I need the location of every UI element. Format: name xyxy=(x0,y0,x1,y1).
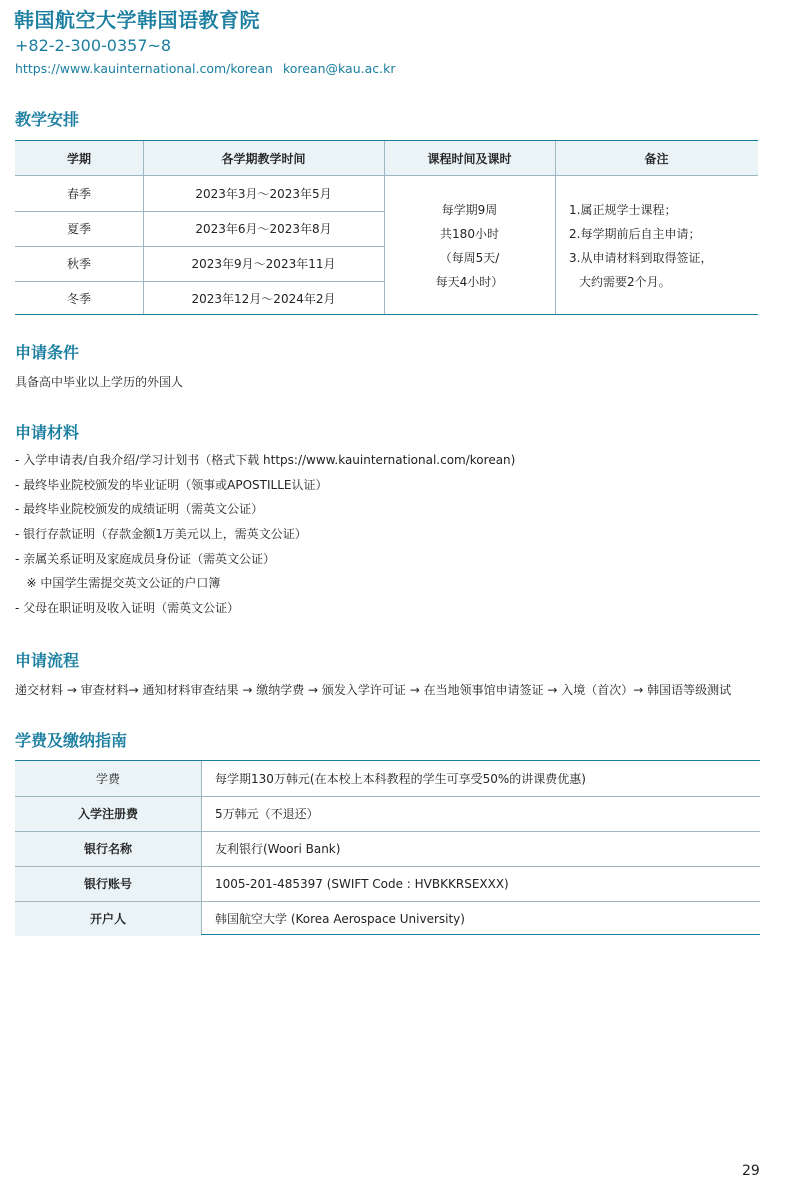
materials-section-title: 申请材料 xyxy=(15,423,80,442)
institute-title: 韩国航空大学韩国语教育院 xyxy=(14,8,260,32)
header-term: 学期 xyxy=(66,152,91,166)
fee-label: 开户人 xyxy=(15,901,201,936)
term-cell: 冬季 xyxy=(66,292,91,306)
fee-label: 银行名称 xyxy=(15,831,201,866)
note-line: 1.属正规学士课程； xyxy=(569,203,677,217)
hours-line: （每周5天/ xyxy=(439,251,500,265)
divider xyxy=(15,866,760,867)
fee-value: 每学期130万韩元(在本校上本科教程的学生可享受50%的讲课费优惠) xyxy=(215,772,586,786)
schedule-table xyxy=(15,140,758,315)
note-line: 2.每学期前后自主申请； xyxy=(569,227,701,241)
hours-line: 每天4小时） xyxy=(435,275,504,289)
fee-value: 5万韩元（不退还） xyxy=(215,807,319,821)
conditions-text: 具备高中毕业以上学历的外国人 xyxy=(15,375,184,389)
fee-label: 入学注册费 xyxy=(15,796,201,831)
schedule-section-title: 教学安排 xyxy=(15,110,80,129)
fee-value: 韩国航空大学 (Korea Aerospace University) xyxy=(215,912,465,926)
period-cell: 2023年9月～2023年11月 xyxy=(191,257,336,271)
period-cell: 2023年12月～2024年2月 xyxy=(191,292,336,306)
divider xyxy=(15,796,760,797)
header-notes: 备注 xyxy=(644,152,669,166)
table-row xyxy=(15,761,760,796)
fee-value: 友利银行(Woori Bank) xyxy=(215,842,341,856)
fees-section-title: 学费及缴纳指南 xyxy=(15,731,128,750)
divider xyxy=(201,761,202,934)
term-cell: 春季 xyxy=(66,187,91,201)
header-period: 各学期教学时间 xyxy=(221,152,306,166)
process-section-title: 申请流程 xyxy=(15,651,80,670)
list-item: - 银行存款证明（存款金额1万美元以上，需英文公证） xyxy=(15,527,307,542)
website-link[interactable]: https://www.kauinternational.com/korean xyxy=(15,61,273,76)
hours-line: 共180小时 xyxy=(440,227,499,241)
term-cell: 夏季 xyxy=(66,222,91,236)
phone-number: +82-2-300-0357~8 xyxy=(15,36,172,55)
list-item: - 最终毕业院校颁发的成绩证明（需英文公证） xyxy=(15,502,264,517)
list-item: - 最终毕业院校颁发的毕业证明（领事或APOSTILLE认证） xyxy=(15,477,328,492)
term-cell: 秋季 xyxy=(66,257,91,271)
notes-cell xyxy=(555,176,758,316)
list-item: - 父母在职证明及收入证明（需英文公证） xyxy=(15,601,240,616)
table-row xyxy=(15,901,760,936)
table-row xyxy=(15,796,760,831)
fee-value: 1005-201-485397 (SWIFT Code : HVBKKRSEXXX) xyxy=(215,876,509,891)
list-item: ※ 中国学生需提交英文公证的户口簿 xyxy=(15,576,221,591)
fee-label: 银行账号 xyxy=(15,866,201,901)
fees-table xyxy=(15,760,760,935)
divider xyxy=(15,901,760,902)
header-hours: 课程时间及课时 xyxy=(427,152,512,166)
hours-cell xyxy=(384,176,555,316)
note-line: 大约需要2个月。 xyxy=(579,275,671,289)
table-row xyxy=(15,831,760,866)
contact-line xyxy=(15,61,395,76)
materials-list xyxy=(15,452,785,625)
divider xyxy=(15,831,760,832)
list-item: - 亲属关系证明及家庭成员身份证（需英文公证） xyxy=(15,551,276,566)
fee-label: 学费 xyxy=(15,761,201,796)
list-item: - 入学申请表/自我介绍/学习计划书（格式下载 https://www.kauinternational.com/korean) xyxy=(15,453,516,467)
process-flow: 递交材料 → 审查材料→ 通知材料审查结果 → 缴纳学费 → 颁发入学许可证 → 在当地领事馆申请签证 → 入境（首次）→ 韩国语等级测试 xyxy=(15,683,732,697)
conditions-section-title: 申请条件 xyxy=(15,343,80,362)
period-cell: 2023年3月～2023年5月 xyxy=(195,187,332,201)
note-line: 3.从申请材料到取得签证， xyxy=(569,251,713,265)
hours-line: 每学期9周 xyxy=(441,203,498,217)
table-row xyxy=(15,866,760,901)
page-number: 29 xyxy=(742,1163,760,1179)
period-cell: 2023年6月～2023年8月 xyxy=(195,222,332,236)
email-link[interactable]: korean@kau.ac.kr xyxy=(282,61,396,76)
